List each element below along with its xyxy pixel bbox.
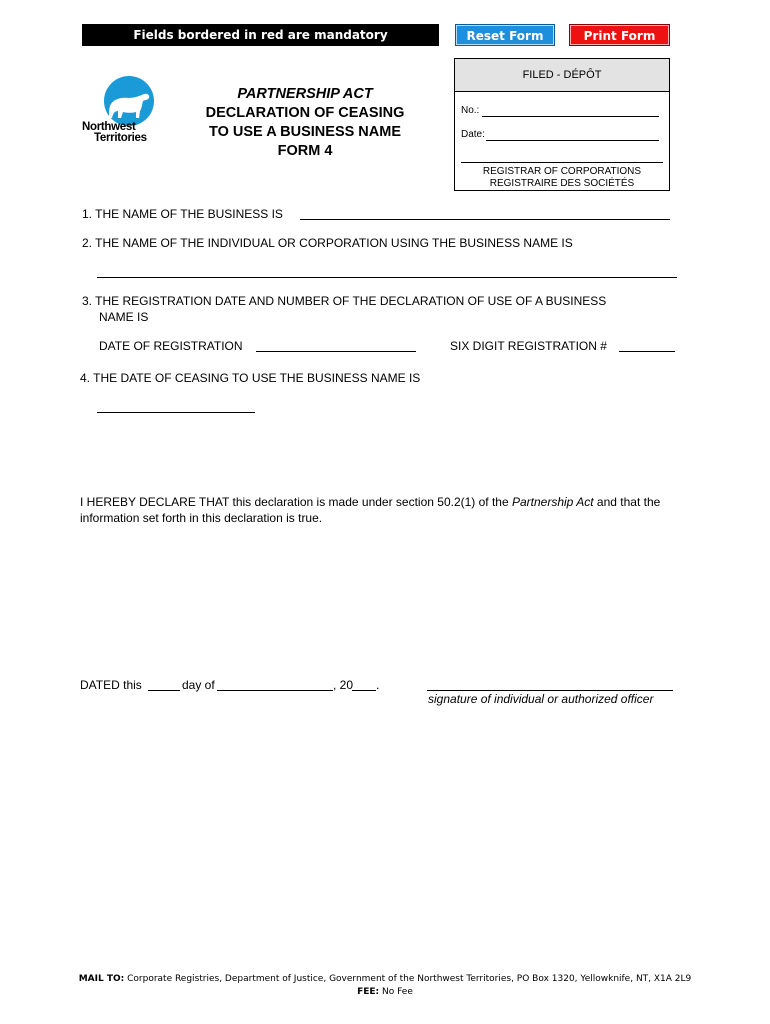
declaration-act-name: Partnership Act xyxy=(511,495,594,509)
six-digit-registration-label: SIX DIGIT REGISTRATION # xyxy=(450,339,607,353)
fee-label: FEE: xyxy=(357,987,380,997)
declaration-part-2: and that the information set forth in this declaration is true. xyxy=(80,495,661,525)
logo-text-territories: Territories xyxy=(94,132,147,144)
question-4-label: 4. THE DATE OF CEASING TO USE THE BUSINESS NAME IS xyxy=(80,371,421,385)
day-of-label: day of xyxy=(182,678,215,692)
filed-date-field[interactable] xyxy=(486,140,659,141)
filed-date-label: Date: xyxy=(461,129,485,140)
mail-to-address: Corporate Registries, Department of Justice, Government of the Northwest Territories, PO Box 1320, Yellowknife, NT, X1A 2L9 xyxy=(124,974,692,984)
signature-field[interactable] xyxy=(427,690,673,691)
filed-depot-box xyxy=(454,58,670,191)
footer-mail-to xyxy=(0,974,770,984)
registration-number-field[interactable] xyxy=(619,351,675,352)
declaration-text xyxy=(80,494,680,526)
date-of-ceasing-field[interactable] xyxy=(97,412,255,413)
filed-no-field[interactable] xyxy=(482,116,659,117)
dated-this-label: DATED this xyxy=(80,678,142,692)
title-line-3: TO USE A BUSINESS NAME xyxy=(208,124,402,140)
question-3-label-cont: NAME IS xyxy=(99,310,149,324)
date-of-registration-label: DATE OF REGISTRATION xyxy=(99,339,243,353)
year-prefix: , 20 xyxy=(333,678,354,692)
registrar-fr: REGISTRAIRE DES SOCIÉTÉS xyxy=(489,178,635,189)
mandatory-fields-note: Fields bordered in red are mandatory xyxy=(82,24,439,46)
declaration-part-1: I HEREBY DECLARE THAT this declaration is made under section 50.2(1) of the xyxy=(80,495,512,509)
nwt-logo xyxy=(82,76,162,148)
footer-fee xyxy=(0,987,770,997)
signature-caption: signature of individual or authorized officer xyxy=(428,692,654,706)
filed-box-header: FILED - DÉPÔT xyxy=(455,59,669,92)
fee-value: No Fee xyxy=(379,987,413,997)
reset-form-button[interactable]: Reset Form xyxy=(455,24,555,46)
date-of-registration-field[interactable] xyxy=(256,351,416,352)
mail-to-label: MAIL TO: xyxy=(78,974,125,984)
business-name-field[interactable] xyxy=(300,219,670,220)
registrar-en: REGISTRAR OF CORPORATIONS xyxy=(482,166,642,177)
dated-day-field[interactable] xyxy=(148,690,180,691)
title-form-number: FORM 4 xyxy=(277,143,333,159)
title-line-2: DECLARATION OF CEASING xyxy=(205,105,405,121)
filed-no-label: No.: xyxy=(461,105,480,116)
title-act: PARTNERSHIP ACT xyxy=(237,86,373,102)
individual-corporation-name-field[interactable] xyxy=(97,277,677,278)
question-2-label: 2. THE NAME OF THE INDIVIDUAL OR CORPORATION USING THE BUSINESS NAME IS xyxy=(82,236,573,250)
dated-year-field[interactable] xyxy=(352,690,376,691)
question-3-label: 3. THE REGISTRATION DATE AND NUMBER OF THE DECLARATION OF USE OF A BUSINESS xyxy=(82,294,607,308)
dated-period: . xyxy=(376,678,380,692)
question-1-label: 1. THE NAME OF THE BUSINESS IS xyxy=(82,207,283,221)
form-title xyxy=(198,85,412,161)
dated-month-field[interactable] xyxy=(217,690,333,691)
logo-text-northwest: Northwest xyxy=(82,121,136,133)
registrar-signature-line xyxy=(461,162,663,163)
print-form-button[interactable]: Print Form xyxy=(569,24,670,46)
